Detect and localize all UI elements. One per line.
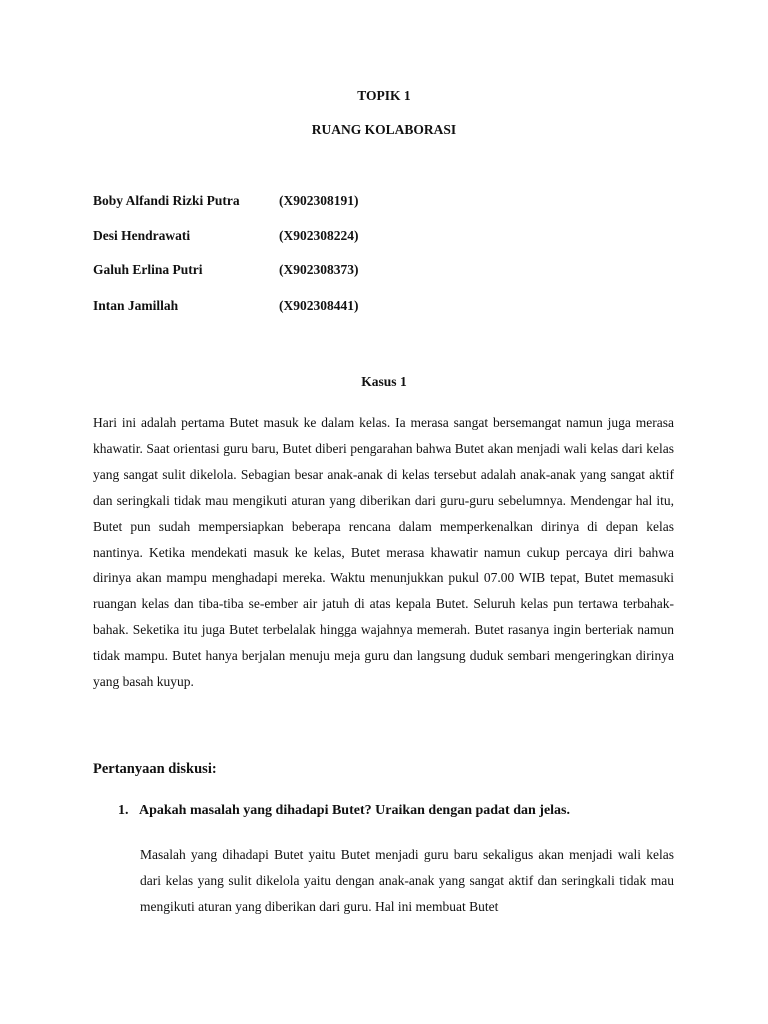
- member-name: Boby Alfandi Rizki Putra: [93, 193, 240, 208]
- question-number: 1.: [118, 803, 129, 818]
- member-id: (X902308191): [279, 193, 359, 208]
- case-paragraph: Hari ini adalah pertama Butet masuk ke dalam kelas. Ia merasa sangat bersemangat namun juga merasa khawatir. Saat orientasi guru baru, Butet diberi pengarahan bahwa Butet akan menjadi wali kelas dari kelas yang sangat sulit dikelola. Sebagian besar anak-anak di kelas tersebut adalah anak-anak yang sangat aktif dan seringkali tidak mau mengikuti aturan yang diberikan dari guru-guru sebelumnya. Mendengar hal itu, Butet pun sudah mempersiapkan beberapa rencana dalam memperkenalkan dirinya di depan kelas nantinya. Ketika mendekati masuk ke kelas, Butet merasa khawatir namun cukup percaya diri bahwa dirinya akan mampu menghadapi mereka. Waktu menunjukkan pukul 07.00 WIB tepat, Butet memasuki ruangan kelas dan tiba-tiba se-ember air jatuh di atas kepala Butet. Seluruh kelas pun tertawa terbahak-bahak. Seketika itu juga Butet terbelalak hingga wajahnya memerah. Butet rasanya ingin berteriak namun tidak mampu. Butet hanya berjalan menuju meja guru dan langsung duduk sembari mengeringkan dirinya yang basah kuyup.: [93, 415, 674, 690]
- member-name: Galuh Erlina Putri: [93, 262, 203, 277]
- document-subtitle: RUANG KOLABORASI: [311, 122, 457, 137]
- question-text: Apakah masalah yang dihadapi Butet? Uraikan dengan padat dan jelas.: [139, 803, 571, 818]
- member-id: (X902308373): [279, 262, 359, 277]
- answer-paragraph: Masalah yang dihadapi Butet yaitu Butet menjadi guru baru sekaligus akan menjadi wali kelas dari kelas yang sulit dikelola yaitu dengan anak-anak yang sangat aktif dan seringkali tidak mau mengikuti aturan yang diberikan dari guru. Hal ini membuat Butet: [140, 847, 674, 914]
- member-id: (X902308441): [279, 298, 359, 313]
- member-name: Desi Hendrawati: [93, 228, 191, 243]
- member-row: [93, 193, 493, 213]
- member-id: (X902308224): [279, 228, 359, 243]
- member-name: Intan Jamillah: [93, 298, 179, 313]
- member-row: [93, 228, 493, 248]
- discussion-question: [118, 803, 570, 819]
- case-title: Kasus 1: [361, 374, 407, 389]
- member-row: [93, 262, 493, 282]
- discussion-heading: Pertanyaan diskusi:: [93, 761, 217, 777]
- member-row: [93, 298, 493, 318]
- topic-title: TOPIK 1: [357, 88, 411, 103]
